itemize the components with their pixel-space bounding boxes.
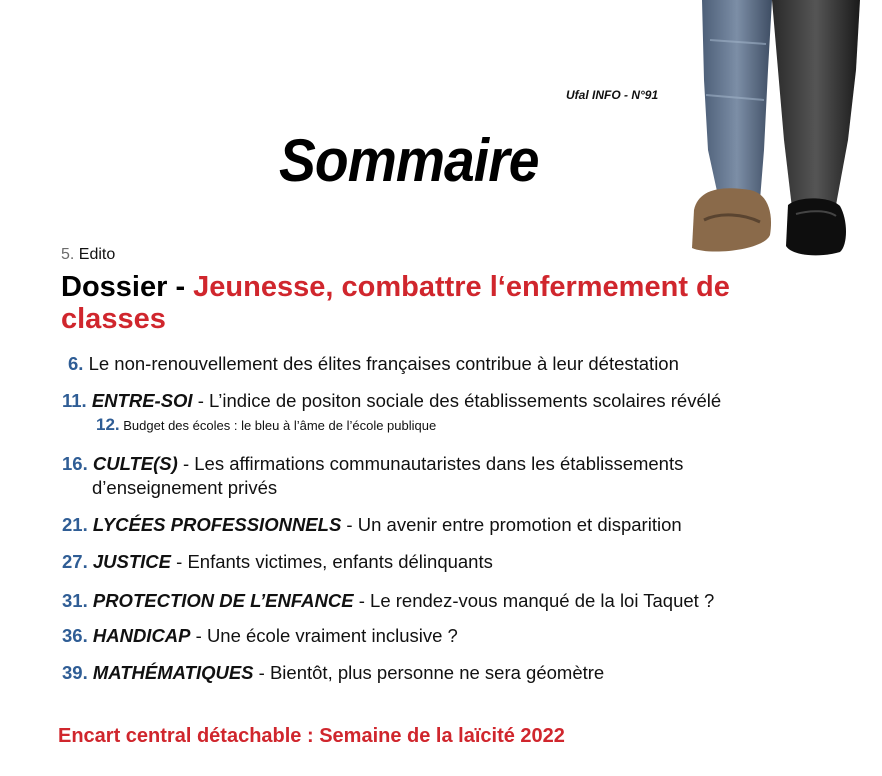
- toc-keyword: LYCÉES PROFESSIONNELS: [92, 514, 342, 535]
- toc-keyword: PROTECTION DE L’ENFANCE: [92, 590, 354, 611]
- toc-page-number: 36.: [62, 625, 88, 646]
- toc-text: - Un avenir entre promotion et disparition: [341, 514, 682, 535]
- edito-entry: [61, 246, 115, 264]
- toc-item: [62, 452, 683, 500]
- cover-photo-legs: [680, 0, 870, 262]
- toc-keyword: MATHÉMATIQUES: [92, 662, 254, 683]
- toc-item: [62, 589, 714, 613]
- toc-page-number: 31.: [62, 590, 88, 611]
- toc-keyword: CULTE(S): [92, 453, 178, 474]
- toc-item: [68, 352, 679, 376]
- issue-number: Ufal INFO - N°91: [566, 88, 659, 102]
- toc-item: [62, 389, 721, 413]
- toc-page-number: 27.: [62, 551, 88, 572]
- toc-page-number: 39.: [62, 662, 88, 683]
- toc-text: - Une école vraiment inclusive ?: [190, 625, 458, 646]
- toc-text: - Le rendez-vous manqué de la loi Taquet ?: [353, 590, 715, 611]
- toc-text: - L’indice de positon sociale des établissements scolaires révélé: [192, 390, 722, 411]
- toc-item: [62, 513, 682, 537]
- toc-keyword: ENTRE-SOI: [91, 390, 193, 411]
- toc-text: - Enfants victimes, enfants délinquants: [171, 551, 493, 572]
- toc-page-number: 6.: [68, 353, 84, 374]
- toc-page-number: 16.: [62, 453, 88, 474]
- toc-text: - Bientôt, plus personne ne sera géomètre: [253, 662, 605, 683]
- toc-text: Budget des écoles : le bleu à l’âme de l’école publique: [123, 418, 437, 433]
- toc-page-number: 11.: [62, 390, 87, 411]
- dossier-label: Dossier -: [61, 271, 186, 303]
- edito-page: 5.: [61, 246, 75, 263]
- edito-label: Edito: [78, 246, 116, 263]
- toc-page-number: 12.: [96, 415, 120, 434]
- toc-item: [62, 550, 493, 574]
- toc-keyword: JUSTICE: [92, 551, 171, 572]
- encart-note: Encart central détachable : Semaine de la laïcité 2022: [58, 725, 565, 747]
- toc-subitem: [96, 415, 436, 435]
- toc-item: [62, 624, 458, 648]
- toc-text: Le non-renouvellement des élites françaises contribue à leur détestation: [88, 353, 679, 374]
- toc-page-number: 21.: [62, 514, 88, 535]
- page-title: Sommaire: [279, 127, 539, 194]
- dossier-title: Jeunesse, combattre l‘enfermement de classes: [61, 271, 730, 335]
- toc-text-line2: d’enseignement privés: [92, 477, 278, 498]
- toc-text: - Les affirmations communautaristes dans les établissements: [177, 453, 684, 474]
- toc-keyword: HANDICAP: [92, 625, 191, 646]
- dossier-heading: [61, 271, 781, 335]
- toc-item: [62, 661, 604, 685]
